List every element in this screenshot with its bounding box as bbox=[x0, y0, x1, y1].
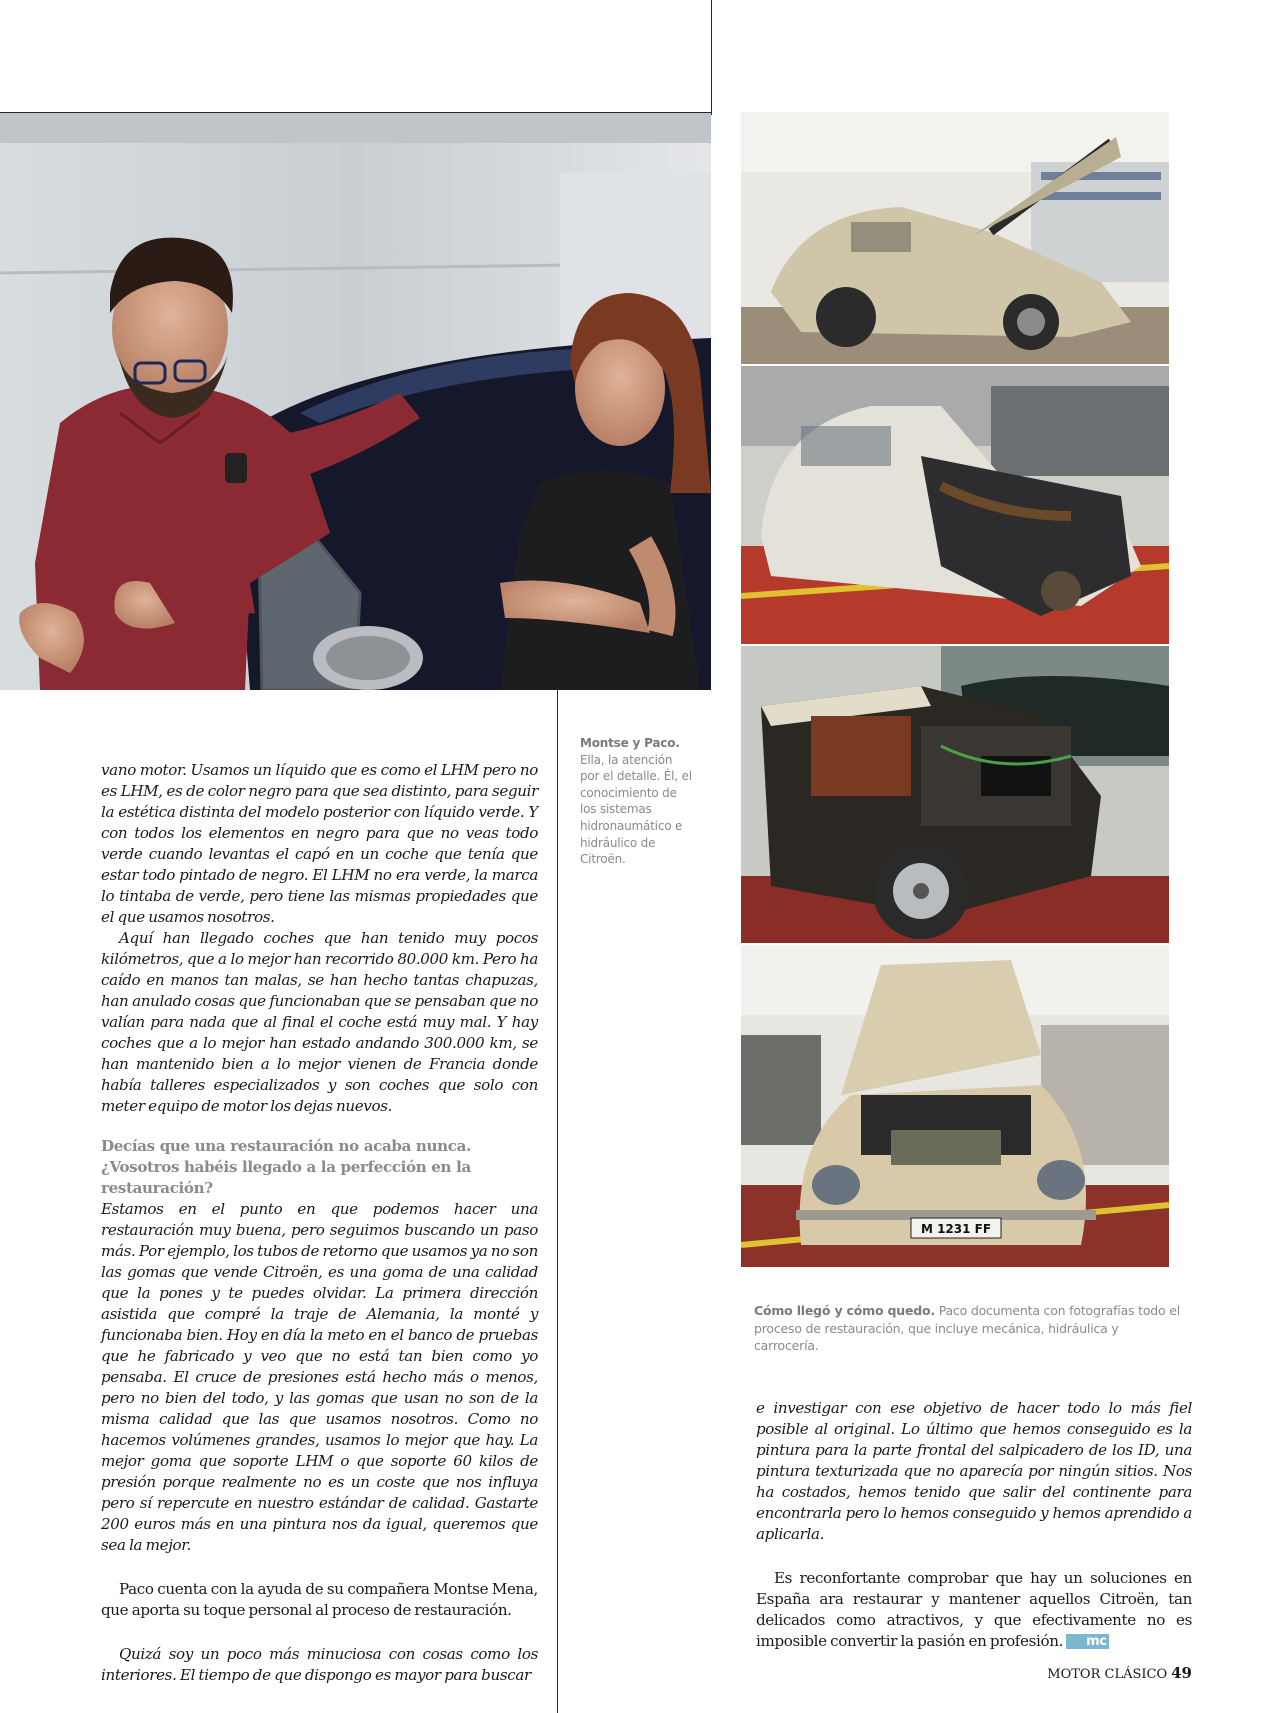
license-plate: M 1231 FF bbox=[920, 1222, 992, 1236]
side-caption-title: Montse y Paco. bbox=[580, 736, 680, 750]
magazine-name: MOTOR CLÁSICO bbox=[1047, 1667, 1168, 1682]
side-caption-text: Ella, la atención por el detalle. Él, el conocimiento de los sistemas hidronaumático e hidráulico de Citroën. bbox=[580, 752, 692, 867]
closing-paragraph bbox=[756, 1568, 1192, 1652]
right-column bbox=[756, 1398, 1192, 1652]
left-column bbox=[101, 760, 538, 1686]
narrative-paragraph: Paco cuenta con la ayuda de su compañera Montse Mena, que aporta su toque personal al proceso de restauración. bbox=[101, 1580, 538, 1619]
photo-caption-title: Cómo llegó y cómo quedo. bbox=[754, 1303, 935, 1318]
car-photo-1 bbox=[741, 112, 1169, 364]
answer-paragraph-4: Quizá soy un poco más minuciosa con cosas como los interiores. El tiempo de que dispongo es mayor para buscar bbox=[101, 1645, 538, 1684]
interview-question: Decías que una restauración no acaba nunca. ¿Vosotros habéis llegado a la perfección en la restauración? bbox=[101, 1137, 471, 1197]
answer-paragraph-3: Estamos en el punto en que podemos hacer una restauración muy buena, pero seguimos buscando un paso más. Por ejemplo, los tubos de retorno que usamos ya no son las gomas que vende Citroën, es una goma de una calidad que la pones y te puedes olvidar. La primera dirección asistida que compré la traje de Alemania, la monté y funcionaba bien. Hoy en día la meto en el banco de pruebas que he fabricado y veo que no está tan bien como yo pensaba. El cruce de presiones está hecho más o menos, pero no bien del todo, y las gomas que usan no son de la misma calidad que las que usamos nosotros. Como no hacemos volúmenes grandes, usamos lo mejor que hay. La mejor goma que soporte LHM o que soporte 60 kilos de presión porque realmente no es un coste que nos influya pero sí repercute en nuestro estándar de calidad. Gastarte 200 euros más en una pintura nos da igual, queremos que sea la mejor. bbox=[101, 1200, 538, 1554]
end-logo: mc bbox=[1066, 1634, 1109, 1649]
answer-paragraph-2: Aquí han llegado coches que han tenido muy pocos kilómetros, que a lo mejor han recorrido 80.000 km. Pero ha caído en manos tan malas, se han hecho tantas chapuzas, han anulado cosas que funcionaban que se pensaban que no valían para nada que al final el coche está muy mal. Y hay coches que a lo mejor han estado andando 300.000 km, se han mantenido bien a lo mejor vienen de Francia donde había talleres especializados y son coches que solo con meter equipo de motor los dejas nuevos. bbox=[101, 929, 538, 1115]
answer-paragraph-1: vano motor. Usamos un líquido que es como el LHM pero no es LHM, es de color negro para que sea distinto, para seguir la estética distinta del modelo posterior con líquido verde. Y con todos los elementos en negro para que no veas todo verde cuando levantas el capó en un coche que tenía que estar todo pintado de negro. El LHM no era verde, la marca lo tintaba de verde, pero tiene las mismas propiedades que el que usamos nosotros. bbox=[101, 761, 538, 926]
photo-caption-text: Paco documenta con fotografías todo el proceso de restauración, que incluye mecánica, hidráulica y carrocería. bbox=[754, 1303, 1180, 1353]
car-photo-3 bbox=[741, 646, 1169, 943]
car-photo-2 bbox=[741, 366, 1169, 644]
page-folio bbox=[1047, 1664, 1192, 1682]
column-rule-bottom bbox=[557, 690, 558, 1713]
closing-text: Es reconfortante comprobar que hay un soluciones en España ara restaurar y mantener aquellos Citroën, tan delicados como atractivos, y que efectivamente no es imposible convertir la pasión en profesión. bbox=[756, 1569, 1192, 1650]
car-photo-4 bbox=[741, 945, 1169, 1267]
answer-paragraph-5: e investigar con ese objetivo de hacer todo lo más fiel posible al original. Lo último que hemos conseguido es la pintura para la parte frontal del salpicadero de los ID, una pintura texturizada que no aparecía por ningún sitios. Nos ha costados, hemos tenido que salir del continente para encontrarla pero lo hemos conseguido y hemos aprendido a aplicarla. bbox=[756, 1399, 1192, 1543]
column-rule-top bbox=[711, 0, 712, 115]
side-caption bbox=[580, 735, 692, 868]
photo-caption bbox=[754, 1302, 1184, 1355]
page-number: 49 bbox=[1171, 1664, 1192, 1682]
main-photo bbox=[0, 113, 711, 690]
